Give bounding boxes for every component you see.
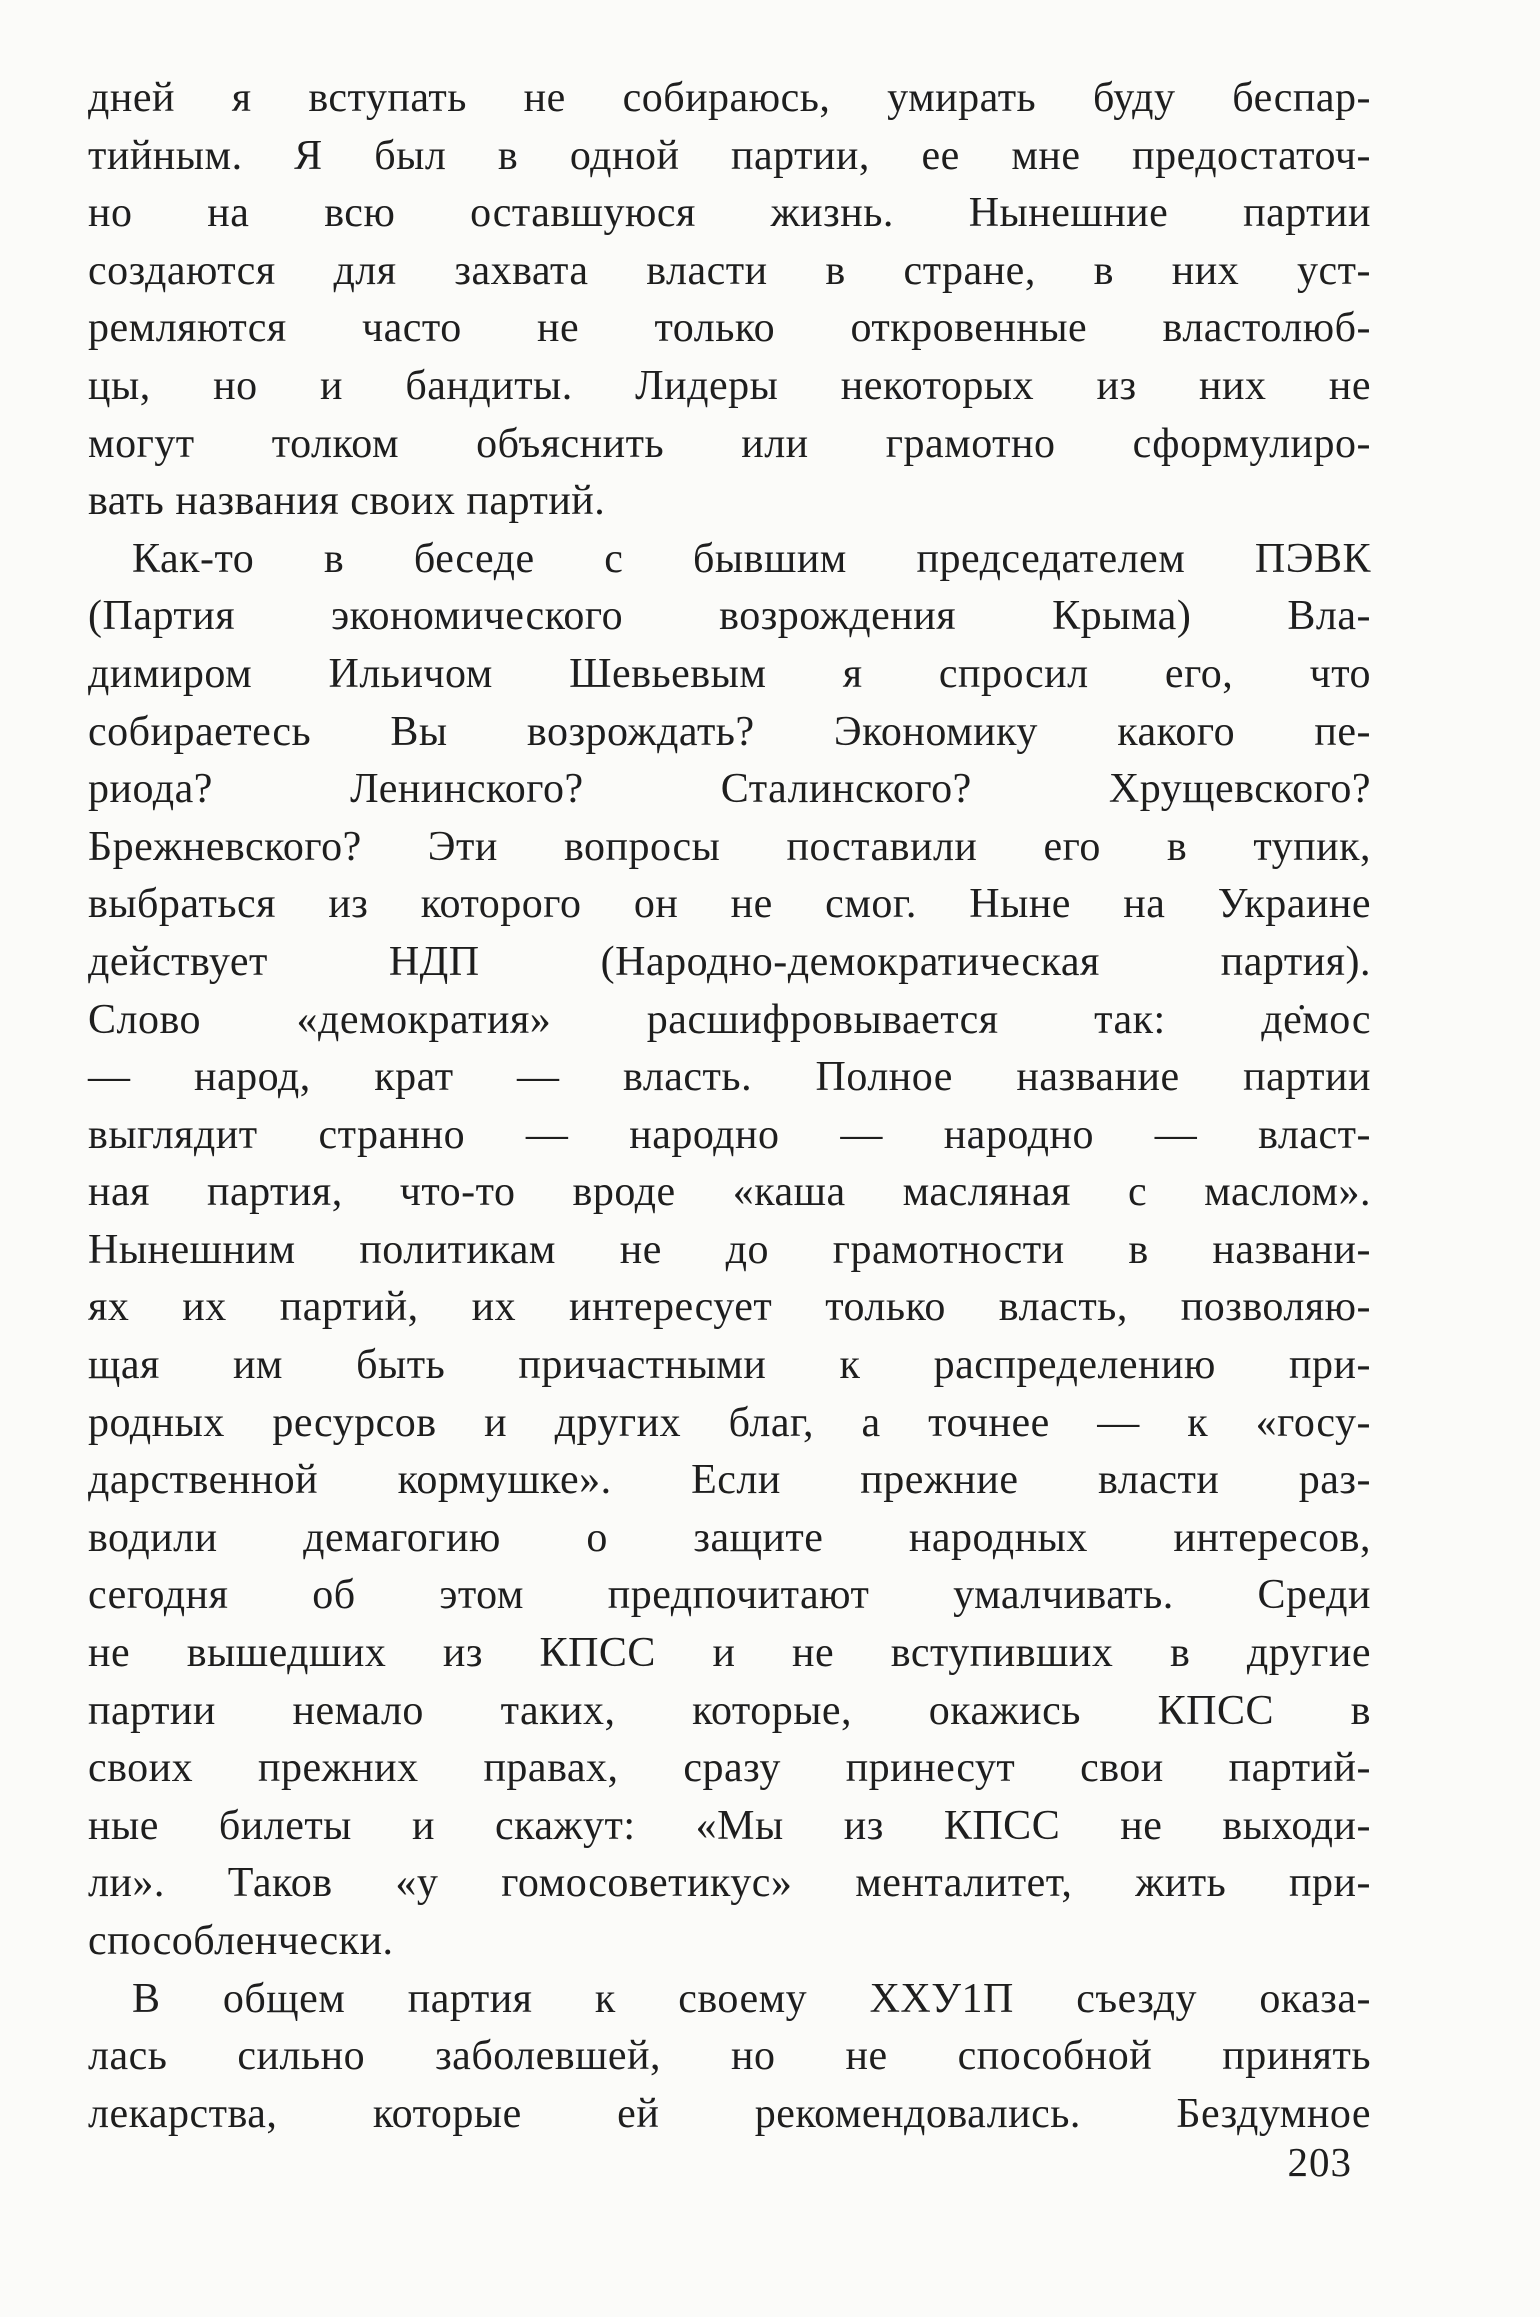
text-line: водили демагогию о защите народных интересов, [88, 1514, 1371, 1561]
text-line: создаются для захвата власти в стране, в них уст- [88, 247, 1371, 294]
text-line: Слово «демократия» расшифровывается так: де̇мос [88, 996, 1371, 1043]
text-line: не вышедших из КПСС и не вступивших в другие [88, 1630, 1371, 1677]
text-line: цы, но и бандиты. Лидеры некоторых из них не [88, 362, 1371, 409]
text-line: (Партия экономического возрождения Крыма) Вла- [88, 593, 1371, 640]
text-line: димиром Ильичом Шевьевым я спросил его, что [88, 650, 1371, 697]
text-line: выглядит странно — народно — народно — власт- [88, 1111, 1371, 1158]
text-line: — народ, крат — власть. Полное название партии [88, 1054, 1371, 1101]
text-line: риода? Ленинского? Сталинского? Хрущевского? [88, 766, 1371, 813]
text-line: но на всю оставшуюся жизнь. Нынешние партии [88, 190, 1371, 237]
text-line: вать названия своих партий. [88, 478, 606, 525]
text-line: лекарства, которые ей рекомендовались. Бездумное [88, 2090, 1371, 2137]
text-line: В общем партия к своему ХХУ1П съезду оказа- [132, 1975, 1371, 2022]
text-line: дней я вступать не собираюсь, умирать буду беспар- [88, 75, 1371, 121]
text-line: действует НДП (Народно-демократическая партия). [88, 938, 1371, 985]
text-line: ремляются часто не только откровенные властолюб- [88, 305, 1371, 352]
page-number: 203 [1287, 2139, 1352, 2185]
text-line: лась сильно заболевшей, но не способной принять [88, 2033, 1371, 2080]
text-line: Нынешним политикам не до грамотности в названи- [88, 1226, 1371, 1273]
page-text [88, 70, 1371, 2143]
text-line: тийным. Я был в одной партии, ее мне предостаточ- [88, 132, 1371, 179]
text-line: Брежневского? Эти вопросы поставили его в тупик, [88, 823, 1371, 870]
text-line: родных ресурсов и других благ, а точнее — к «госу- [88, 1399, 1371, 1446]
text-line: ные билеты и скажут: «Мы из КПСС не выходи- [88, 1802, 1371, 1849]
text-line: собираетесь Вы возрождать? Экономику какого пе- [88, 708, 1371, 755]
text-line: щая им быть причастными к распределению при- [88, 1342, 1371, 1389]
text-line: сегодня об этом предпочитают умалчивать. Среди [88, 1572, 1371, 1619]
text-line: ная партия, что-то вроде «каша масляная с маслом». [88, 1169, 1371, 1216]
text-line: выбраться из которого он не смог. Ныне на Украине [88, 881, 1371, 928]
text-line: могут толком объяснить или грамотно сформулиро- [88, 420, 1371, 467]
text-line: способленчески. [88, 1918, 394, 1964]
text-line: своих прежних правах, сразу принесут свои партий- [88, 1745, 1371, 1792]
text-line: дарственной кормушке». Если прежние власти раз- [88, 1457, 1371, 1504]
text-line: ли». Таков «у гомосоветикус» менталитет, жить при- [88, 1860, 1371, 1907]
text-line: партии немало таких, которые, окажись КПСС в [88, 1687, 1371, 1734]
text-line: Как-то в беседе с бывшим председателем ПЭВК [132, 535, 1371, 582]
text-line: ях их партий, их интересует только власть, позволяю- [88, 1284, 1371, 1331]
